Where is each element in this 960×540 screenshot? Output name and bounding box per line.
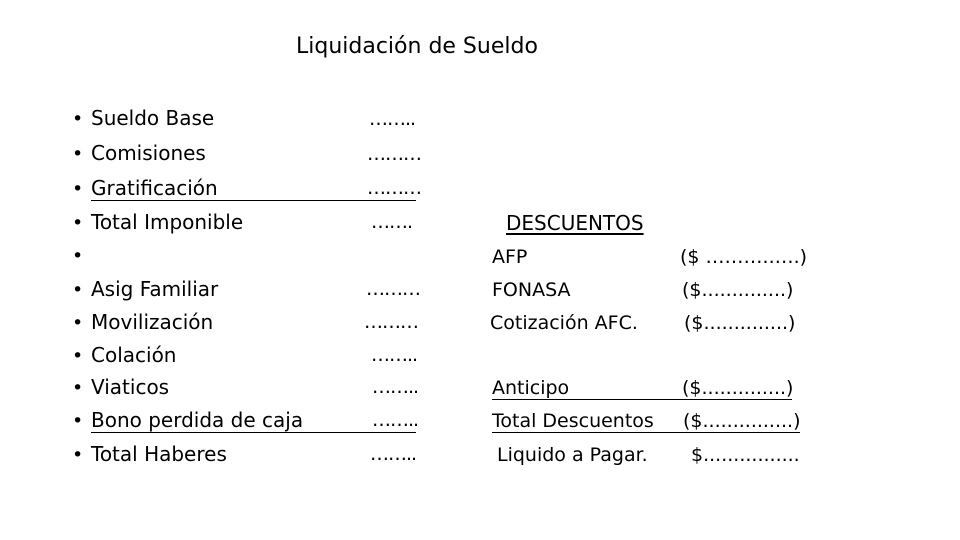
bullet: • xyxy=(72,178,84,200)
haber-label-viaticos: Viaticos xyxy=(91,375,170,399)
descuento-label-total-descuentos: Total Descuentos xyxy=(492,410,654,432)
bullet: • xyxy=(72,143,84,165)
haber-value-viaticos: …….. xyxy=(372,376,419,398)
haber-value-comisiones: ……… xyxy=(367,143,421,165)
haber-label-total-imponible: Total Imponible xyxy=(91,210,244,234)
descuento-value-fonasa: ($..............) xyxy=(682,279,794,301)
haber-value-total-imponible: ……. xyxy=(371,211,413,233)
haber-label-movilizacion: Movilización xyxy=(91,310,214,334)
descuentos-heading: DESCUENTOS xyxy=(506,211,644,235)
haber-value-colacion: …….. xyxy=(371,344,418,366)
bullet: • xyxy=(72,312,84,334)
haber-value-movilizacion: ……… xyxy=(364,311,418,333)
descuento-label-liquido-pagar: Liquido a Pagar. xyxy=(497,444,648,466)
haber-value-sueldo-base: …….. xyxy=(369,108,416,130)
bullet: • xyxy=(72,444,84,466)
haber-label-bono-perdida-caja: Bono perdida de caja xyxy=(91,408,304,432)
descuento-value-cotizacion-afc: ($..............) xyxy=(684,312,796,334)
descuento-label-anticipo: Anticipo xyxy=(492,377,570,399)
underline-anticipo xyxy=(492,399,792,400)
haber-label-gratificacion: Gratificación xyxy=(91,176,218,200)
page-title: Liquidación de Sueldo xyxy=(296,34,538,59)
descuento-label-afp: AFP xyxy=(492,246,528,268)
bullet: • xyxy=(72,345,84,367)
descuento-label-cotizacion-afc: Cotización AFC. xyxy=(490,312,638,334)
underline-total-descuentos xyxy=(492,432,800,433)
haber-value-gratificacion: ……… xyxy=(367,177,421,199)
haber-value-bono-perdida-caja: …….. xyxy=(372,409,419,431)
bullet: • xyxy=(72,410,84,432)
underline-bono-perdida-caja xyxy=(91,432,416,433)
bullet: • xyxy=(72,108,84,130)
descuento-value-total-descuentos: ($...............) xyxy=(683,410,801,432)
haber-value-total-haberes: …….. xyxy=(370,443,417,465)
underline-gratificacion xyxy=(91,200,416,201)
descuento-value-anticipo: ($..............) xyxy=(682,377,794,399)
descuento-value-liquido-pagar: $................ xyxy=(691,444,800,466)
haber-label-comisiones: Comisiones xyxy=(91,141,206,165)
bullet: • xyxy=(72,245,84,267)
descuento-value-afp: ($ ………..….) xyxy=(680,246,808,268)
bullet: • xyxy=(72,377,84,399)
haber-label-asig-familiar: Asig Familiar xyxy=(91,277,219,301)
descuento-label-fonasa: FONASA xyxy=(492,279,571,301)
haber-label-colacion: Colación xyxy=(91,343,177,367)
bullet: • xyxy=(72,212,84,234)
bullet: • xyxy=(72,279,84,301)
haber-label-total-haberes: Total Haberes xyxy=(91,442,227,466)
haber-value-asig-familiar: ……… xyxy=(366,278,420,300)
haber-label-sueldo-base: Sueldo Base xyxy=(91,106,215,130)
